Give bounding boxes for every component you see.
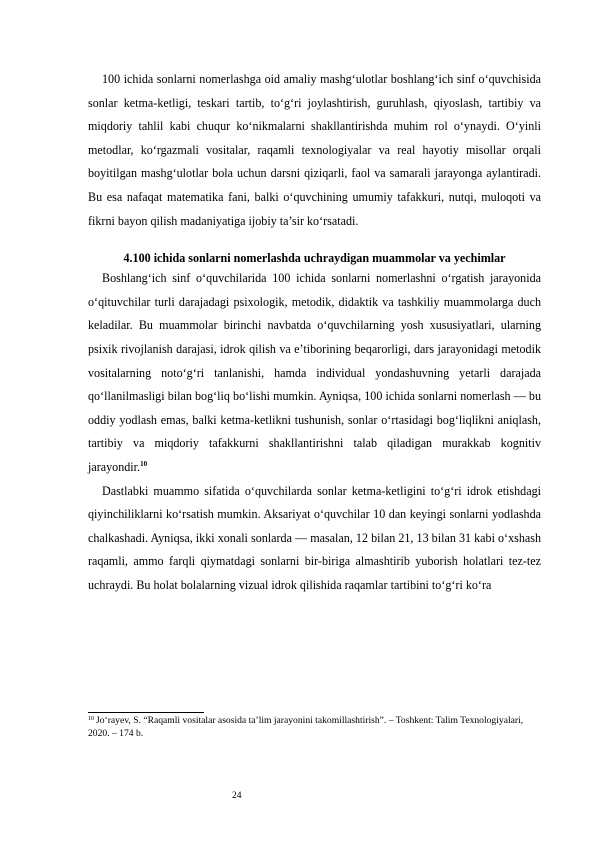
paragraph-intro: 100 ichida sonlarni nomerlashga oid amaliy mashg‘ulotlar boshlang‘ich sinf o‘quvchisida sonlar ketma-ketligi, teskari tartib, to‘g‘ri joylashtirish, guruhlash, qiyoslash, tartibiy va miqdoriy tahlil kabi chuqur ko‘nikmalarni shakllantirishda muhim rol o‘ynaydi. O‘yinli metodlar, ko‘rgazmali vositalar, raqamli texnologiyalar va real hayotiy misollar orqali boyitilgan mashg‘ulotlar bola uchun darsni qiziqarli, faol va samarali jarayonga aylantiradi. Bu esa nafaqat matematika fani, balki o‘quvchining umumiy tafakkuri, nutqi, muloqoti va fikrni bayon qilish madaniyatiga ijobiy ta’sir ko‘rsatadi. [88, 72, 541, 228]
footnote-divider [88, 712, 204, 713]
page-number: 24 [232, 791, 242, 801]
paragraph-problems-text: Boshlang‘ich sinf o‘quvchilarida 100 ichida sonlarni nomerlashni o‘rgatish jarayonida o‘qituvchilar turli darajadagi psixologik, metodik, didaktik va tashkiliy muammolarga duch keladilar. Bu muammolar birinchi navbatda o‘quvchilarning yosh xususiyatlari, ularning psixik rivojlanish darajasi, idrok qilish va e’tiborining beqarorligi, dars jarayonidagi metodik vositalarning noto‘g‘ri tanlanishi, hamda individual yondashuvning yetarli darajada qo‘llanilmasligi bilan bog‘liq bo‘lishi mumkin. Ayniqsa, 100 ichida sonlarni nomerlash — bu oddiy yodlash emas, balki ketma-ketlikni tushunish, sonlar o‘rtasidagi bog‘liqlikni aniqlash, tartibiy va miqdoriy tafakkurni shakllantirishni talab qiladigan murakkab kognitiv jarayondir. [88, 271, 541, 474]
footnote [88, 714, 541, 740]
footnote-number: 10 [88, 716, 94, 722]
section-heading: 4.100 ichida sonlarni nomerlashda uchraydigan muammolar va yechimlar [123, 251, 506, 266]
page-body [88, 68, 541, 597]
footnote-reference: 10 [140, 459, 148, 468]
paragraph-first-problem: Dastlabki muammo sifatida o‘quvchilarda sonlar ketma-ketligini to‘g‘ri idrok etishdagi qiyinchiliklarni ko‘rsatish mumkin. Aksariyat o‘quvchilar 10 dan keyingi sonlarni yodlashda chalkashadi. Ayniqsa, ikki xonali sonlarda — masalan, 12 bilan 21, 13 bilan 31 kabi o‘xshash raqamli, ammo farqli qiymatdagi sonlarni bir-biriga almashtirib yuborish holatlari tez-tez uchraydi. Bu holat bolalarning vizual idrok qilishida raqamlar tartibini to‘g‘ri ko‘ra [88, 483, 541, 592]
footnote-text: Jo‘rayev, S. “Raqamli vositalar asosida ta’lim jarayonini takomillashtirish”. – Toshkent: Talim Texnologiyalari, 2020. – 174 b. [88, 715, 524, 739]
paragraph-problems [88, 267, 541, 479]
